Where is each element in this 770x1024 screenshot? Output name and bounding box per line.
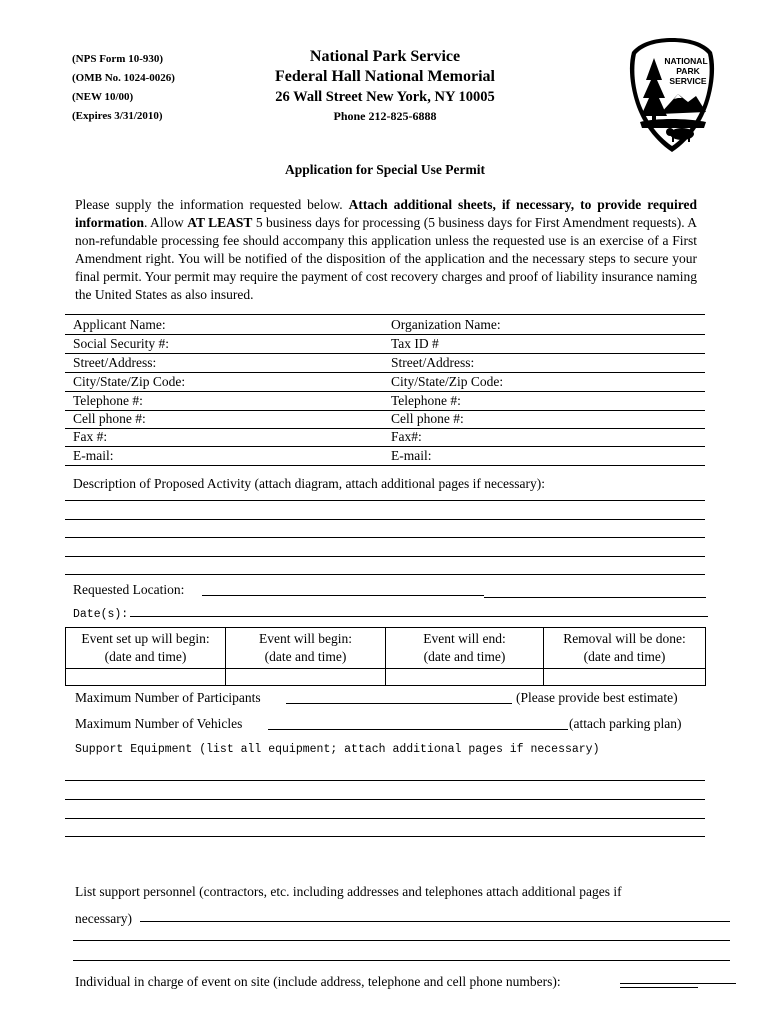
participants-label: Maximum Number of Participants (75, 690, 261, 705)
memorial-name: Federal Hall National Memorial (275, 68, 495, 85)
divider (65, 314, 705, 315)
event-end-header (386, 628, 544, 669)
omb-number: (OMB No. 1024-0026) (72, 72, 175, 84)
applicant-email-label: E-mail: (73, 448, 114, 463)
org-telephone-label: Telephone #: (391, 393, 461, 408)
org-email-label: E-mail: (391, 448, 432, 463)
header-subline: (date and time) (264, 649, 347, 664)
header-subline: (date and time) (583, 649, 666, 664)
individual-in-charge-line (620, 987, 698, 988)
dates-field[interactable] (130, 616, 708, 617)
telephone-field[interactable] (65, 410, 705, 411)
description-line[interactable] (65, 519, 705, 520)
description-line[interactable] (65, 556, 705, 557)
event-schedule-table (65, 627, 706, 686)
vehicles-note: (attach parking plan) (569, 716, 682, 731)
support-personnel-label: List support personnel (contractors, etc. including addresses and telephones attach additional pages if (75, 884, 622, 899)
removal-cell[interactable] (544, 669, 706, 686)
new-date: (NEW 10/00) (72, 91, 134, 103)
instructions-paragraph (75, 196, 697, 304)
support-personnel-line[interactable] (73, 960, 730, 961)
requested-location-label (73, 581, 184, 599)
header-line: Event will begin: (259, 631, 352, 646)
nps-arrowhead-logo (626, 36, 718, 154)
agency-header (240, 47, 530, 125)
support-equipment-line[interactable] (65, 836, 705, 837)
dates-label: Date(s): (73, 608, 129, 621)
support-equipment-line[interactable] (65, 799, 705, 800)
organization-name-label: Organization Name: (391, 317, 501, 332)
applicant-telephone-label: Telephone #: (73, 393, 143, 408)
support-equipment-label: Support Equipment (list all equipment; attach additional pages if necessary) (75, 743, 600, 756)
applicant-city-label: City/State/Zip Code: (73, 374, 186, 389)
header-subline: (date and time) (423, 649, 506, 664)
header-line: Event will end: (423, 631, 506, 646)
applicant-cell-label: Cell phone #: (73, 411, 146, 426)
description-line[interactable] (65, 574, 705, 575)
participants-note: (Please provide best estimate) (516, 690, 678, 705)
description-line[interactable] (65, 537, 705, 538)
support-equipment-line[interactable] (65, 780, 705, 781)
applicant-street-label: Street/Address: (73, 355, 157, 370)
header-subline: (date and time) (104, 649, 187, 664)
vehicles-label: Maximum Number of Vehicles (75, 716, 243, 731)
requested-location-field[interactable] (202, 595, 484, 596)
individual-in-charge-label: Individual in charge of event on site (include address, telephone and cell phone numbers): (75, 974, 561, 989)
vehicles-field[interactable] (268, 729, 568, 730)
ssn-field[interactable] (65, 353, 705, 354)
page-title: Application for Special Use Permit (285, 162, 485, 177)
logo-text-park: PARK (676, 66, 700, 76)
intro-text-3: 5 business days for processing (5 business days for First Amendment requests). A non-refundable processing fee should accompany this application unless the requested use is an exercise of a First Amendment right. You will be notified of the disposition of the application and the necessary steps to secure your final permit. Your permit may require the payment of cost recovery charges and proof of liability insurance naming the United States as also insured. (75, 215, 697, 302)
tax-id-label: Tax ID # (391, 336, 439, 351)
applicant-name-label: Applicant Name: (73, 317, 166, 332)
intro-bold-2: AT LEAST (187, 215, 253, 230)
table-row (66, 669, 706, 686)
header-line: Event set up will begin: (81, 631, 210, 646)
org-city-label: City/State/Zip Code: (391, 374, 504, 389)
ssn-label: Social Security #: (73, 336, 169, 351)
removal-header (544, 628, 706, 669)
fax-field[interactable] (65, 446, 705, 447)
description-line[interactable] (65, 500, 705, 501)
form-number: (NPS Form 10-930) (72, 53, 164, 65)
org-street-label: Street/Address: (391, 355, 475, 370)
cell-field[interactable] (65, 428, 705, 429)
event-end-cell[interactable] (386, 669, 544, 686)
header-line: Removal will be done: (563, 631, 686, 646)
form-identifiers (72, 50, 175, 126)
city-field[interactable] (65, 391, 705, 392)
requested-location-text: Requested Location: (73, 582, 185, 597)
applicant-fax-label: Fax #: (73, 429, 108, 444)
individual-in-charge-field[interactable] (620, 983, 736, 984)
intro-text-2: . Allow (144, 215, 188, 230)
support-equipment-line[interactable] (65, 818, 705, 819)
setup-begin-cell[interactable] (66, 669, 226, 686)
support-personnel-label-cont: necessary) (75, 911, 132, 926)
description-label: Description of Proposed Activity (attach diagram, attach additional pages if necessary): (73, 476, 545, 491)
expiration-date: (Expires 3/31/2010) (72, 110, 163, 122)
event-begin-header (226, 628, 386, 669)
intro-text-1: Please supply the information requested below. (75, 197, 349, 212)
org-cell-label: Cell phone #: (391, 411, 464, 426)
support-personnel-field[interactable] (140, 921, 730, 922)
participants-field[interactable] (286, 703, 512, 704)
logo-text-national: NATIONAL (664, 56, 708, 66)
agency-name: National Park Service (309, 48, 461, 65)
table-header-row (66, 628, 706, 669)
email-field[interactable] (65, 465, 705, 466)
setup-begin-header (66, 628, 226, 669)
org-fax-label: Fax#: (391, 429, 422, 444)
requested-location-line (484, 597, 706, 598)
event-begin-cell[interactable] (226, 669, 386, 686)
support-personnel-line[interactable] (73, 940, 730, 941)
agency-address: 26 Wall Street New York, NY 10005 (275, 89, 495, 105)
logo-text-service: SERVICE (669, 76, 707, 86)
intro-bold-1: Attach additional sheets, if necessary, to provide required information (75, 197, 698, 230)
agency-phone: Phone 212-825-6888 (333, 109, 437, 123)
